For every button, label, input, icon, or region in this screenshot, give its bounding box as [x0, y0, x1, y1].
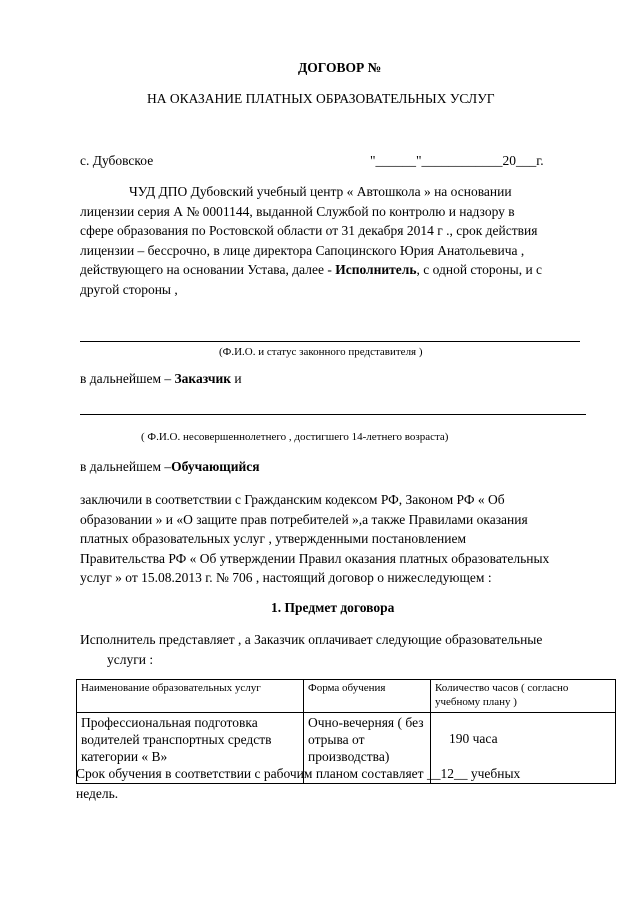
table-cell-service: Профессиональная подготовка водителей транспортных средств категории « В» — [77, 713, 304, 784]
customer-line-text: и — [231, 371, 242, 386]
executor-term: Исполнитель — [335, 262, 417, 277]
term-line: недель. — [76, 785, 119, 801]
intro-line-text: действующего на основании Устава, далее - — [80, 262, 336, 277]
term-line-text: Срок обучения в соответствии с рабочим планом составляет — [76, 766, 427, 781]
concluded-line: платных образовательных услуг , утвержденными постановлением — [80, 531, 467, 546]
student-term: Обучающийся — [171, 459, 260, 474]
intro-line — [80, 260, 620, 280]
contract-date: "______"____________20___г. — [370, 153, 544, 168]
table-header-cell: Наименование образовательных услуг — [77, 680, 304, 713]
minor-fill-line — [80, 414, 586, 415]
customer-line — [80, 369, 242, 389]
concluded-paragraph — [80, 490, 620, 588]
minor-caption: ( Ф.И.О. несовершеннолетнего , достигшего 14-летнего возраста) — [141, 431, 449, 443]
intro-line: лицензии – бессрочно, в лице директора Сапоцинского Юрия Анатольевича , — [80, 242, 525, 258]
table-header-row — [77, 680, 616, 713]
term-paragraph — [76, 764, 621, 803]
section-1-text — [80, 630, 620, 669]
section-1-title: 1. Предмет договора — [271, 600, 395, 615]
intro-line: сфере образования по Ростовской области от 31 декабря 2014 г ., срок действия — [80, 223, 538, 238]
contract-place: с. Дубовское — [80, 153, 154, 168]
intro-line: другой стороны , — [80, 281, 178, 297]
section-1-line: Исполнитель представляет , а Заказчик оплачивает следующие образовательные — [80, 632, 543, 647]
concluded-line: Правительства РФ « Об утверждении Правил оказания платных образовательных — [80, 550, 550, 566]
representative-caption: (Ф.И.О. и статус законного представителя ) — [219, 346, 423, 358]
section-1-line: услуги : — [107, 651, 154, 667]
student-line — [80, 457, 260, 477]
table-cell-form: Очно-вечерняя ( без отрыва от производства) — [304, 713, 431, 784]
representative-fill-line — [80, 341, 580, 342]
customer-term: Заказчик — [174, 371, 232, 386]
intro-line: лицензии серия А № 0001144, выданной Службой по контролю и надзору в — [80, 203, 515, 219]
concluded-line: заключили в соответствии с Гражданским кодексом РФ, Законом РФ « Об — [80, 492, 505, 507]
concluded-line: образовании » и «О защите прав потребителей »,а также Правилами оказания — [80, 511, 528, 527]
document-subtitle: НА ОКАЗАНИЕ ПЛАТНЫХ ОБРАЗОВАТЕЛЬНЫХ УСЛУГ — [147, 91, 495, 106]
term-line-text: учебных — [467, 766, 521, 781]
intro-line: ЧУД ДПО Дубовский учебный центр « Автошкола » на основании — [129, 184, 512, 199]
intro-paragraph — [80, 182, 620, 299]
table-cell-hours: 190 часа — [431, 713, 616, 784]
term-weeks-value: __12__ — [426, 766, 468, 781]
term-line — [76, 764, 621, 784]
document-title: ДОГОВОР № — [298, 60, 382, 75]
customer-line-text: в дальнейшем – — [80, 371, 175, 386]
intro-line-text: , с одной стороны, и с — [416, 262, 543, 277]
concluded-line: услуг » от 15.08.2013 г. № 706 , настоящий договор о нижеследующем : — [80, 570, 492, 585]
table-header-cell: Количество часов ( согласно учебному плану ) — [431, 680, 616, 713]
student-line-text: в дальнейшем – — [80, 459, 172, 474]
table-header-cell: Форма обучения — [304, 680, 431, 713]
